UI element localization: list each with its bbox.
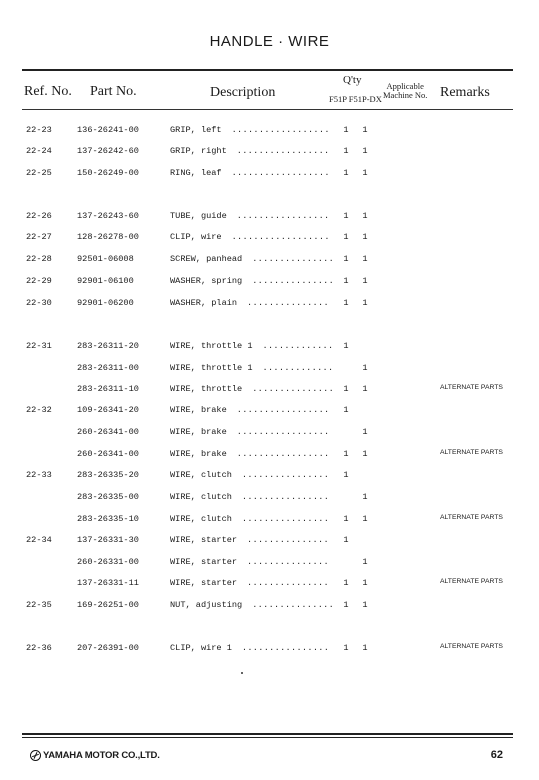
ref-no-cell: 22-35	[26, 600, 52, 610]
part-no-cell: 137-26243-60	[77, 211, 139, 221]
description-cell: SCREW, panhead	[170, 254, 243, 264]
dot-leader: ................	[241, 643, 330, 653]
dot-leader: ...............	[252, 254, 335, 264]
description-cell: WIRE, brake	[170, 427, 227, 437]
part-no-cell: 283-26335-20	[77, 470, 139, 480]
header-applicable-line2: Machine No.	[383, 90, 428, 100]
description-cell: WIRE, starter	[170, 578, 238, 588]
description-cell: WIRE, clutch	[170, 514, 232, 524]
dot-leader: ...............	[247, 535, 329, 545]
ref-no-cell: 22-24	[26, 146, 52, 156]
header-applicable	[383, 82, 427, 100]
dot-leader: ...............	[247, 557, 329, 567]
part-no-cell: 92901-06100	[77, 276, 134, 286]
qty-f51p-cell: 1	[343, 276, 349, 286]
company-logo	[30, 750, 160, 761]
description-cell: WIRE, brake	[170, 449, 227, 459]
footer-rule-thick	[22, 733, 513, 735]
description-cell: WASHER, plain	[170, 298, 238, 308]
qty-f51p-cell: 1	[343, 449, 349, 459]
dot-leader: ..................	[231, 125, 330, 135]
qty-f51p-dx-cell: 1	[362, 146, 368, 156]
ref-no-cell: 22-27	[26, 232, 52, 242]
part-no-cell: 283-26335-10	[77, 514, 139, 524]
qty-f51p-dx-cell: 1	[362, 514, 368, 524]
dot-leader: ...............	[252, 384, 335, 394]
dot-leader: .................	[236, 146, 330, 156]
dot-leader: .................	[236, 211, 330, 221]
header-description: Description	[210, 85, 276, 100]
stray-dot	[241, 672, 243, 674]
dot-leader: ................	[241, 470, 330, 480]
footer-rule-thin	[22, 737, 513, 738]
qty-f51p-dx-cell: 1	[362, 557, 368, 567]
ref-no-cell: 22-33	[26, 470, 52, 480]
qty-f51p-cell: 1	[343, 600, 349, 610]
description-cell: WIRE, throttle 1	[170, 341, 253, 351]
ref-no-cell: 22-23	[26, 125, 52, 135]
description-cell: WIRE, starter	[170, 557, 238, 567]
dot-leader: ................	[241, 492, 330, 502]
qty-f51p-cell: 1	[343, 405, 349, 415]
qty-f51p-cell: 1	[343, 146, 349, 156]
header-applicable-line1: Applicable	[386, 81, 424, 91]
remarks-cell: ALTERNATE PARTS	[440, 514, 503, 521]
header-part-no: Part No.	[90, 84, 137, 99]
ref-no-cell: 22-28	[26, 254, 52, 264]
part-no-cell: 283-26311-00	[77, 363, 139, 373]
dot-leader: .............	[262, 363, 334, 373]
dot-leader: ...............	[247, 578, 329, 588]
ref-no-cell: 22-25	[26, 168, 52, 178]
remarks-cell: ALTERNATE PARTS	[440, 578, 503, 585]
ref-no-cell: 22-32	[26, 405, 52, 415]
description-cell: WIRE, brake	[170, 405, 227, 415]
dot-leader: .............	[262, 341, 334, 351]
qty-f51p-dx-cell: 1	[362, 254, 368, 264]
qty-f51p-cell: 1	[343, 168, 349, 178]
part-no-cell: 137-26242-60	[77, 146, 139, 156]
dot-leader: ..................	[231, 168, 330, 178]
qty-f51p-dx-cell: 1	[362, 492, 368, 502]
description-cell: RING, leaf	[170, 168, 222, 178]
qty-f51p-dx-cell: 1	[362, 600, 368, 610]
part-no-cell: 137-26331-11	[77, 578, 139, 588]
dot-leader: .................	[236, 405, 330, 415]
part-no-cell: 169-26251-00	[77, 600, 139, 610]
qty-f51p-dx-cell: 1	[362, 643, 368, 653]
dot-leader: ...............	[247, 298, 329, 308]
remarks-cell: ALTERNATE PARTS	[440, 384, 503, 391]
dot-leader: .................	[236, 449, 330, 459]
qty-f51p-cell: 1	[343, 341, 349, 351]
dot-leader: ...............	[252, 600, 335, 610]
ref-no-cell: 22-26	[26, 211, 52, 221]
qty-f51p-cell: 1	[343, 211, 349, 221]
description-cell: GRIP, right	[170, 146, 227, 156]
ref-no-cell: 22-30	[26, 298, 52, 308]
part-no-cell: 92501-06008	[77, 254, 134, 264]
description-cell: CLIP, wire	[170, 232, 222, 242]
part-no-cell: 92901-06200	[77, 298, 134, 308]
qty-f51p-dx-cell: 1	[362, 384, 368, 394]
remarks-cell: ALTERNATE PARTS	[440, 449, 503, 456]
ref-no-cell: 22-29	[26, 276, 52, 286]
qty-f51p-dx-cell: 1	[362, 298, 368, 308]
description-cell: WIRE, starter	[170, 535, 238, 545]
description-cell: WIRE, throttle 1	[170, 363, 253, 373]
qty-f51p-dx-cell: 1	[362, 276, 368, 286]
description-cell: WIRE, clutch	[170, 470, 232, 480]
qty-f51p-cell: 1	[343, 384, 349, 394]
part-no-cell: 109-26341-20	[77, 405, 139, 415]
part-no-cell: 136-26241-00	[77, 125, 139, 135]
part-no-cell: 283-26335-00	[77, 492, 139, 502]
qty-f51p-dx-cell: 1	[362, 578, 368, 588]
qty-f51p-cell: 1	[343, 643, 349, 653]
description-cell: NUT, adjusting	[170, 600, 243, 610]
page-number: 62	[490, 749, 503, 761]
part-no-cell: 128-26278-00	[77, 232, 139, 242]
qty-f51p-cell: 1	[343, 125, 349, 135]
qty-f51p-dx-cell: 1	[362, 363, 368, 373]
ref-no-cell: 22-36	[26, 643, 52, 653]
dot-leader: ................	[241, 514, 330, 524]
description-cell: WIRE, throttle	[170, 384, 243, 394]
qty-f51p-cell: 1	[343, 232, 349, 242]
qty-f51p-dx-cell: 1	[362, 449, 368, 459]
qty-f51p-dx-cell: 1	[362, 232, 368, 242]
description-cell: GRIP, left	[170, 125, 222, 135]
qty-f51p-cell: 1	[343, 578, 349, 588]
header-remarks: Remarks	[440, 85, 490, 100]
part-no-cell: 137-26331-30	[77, 535, 139, 545]
qty-f51p-dx-cell: 1	[362, 125, 368, 135]
part-no-cell: 207-26391-00	[77, 643, 139, 653]
part-no-cell: 283-26311-20	[77, 341, 139, 351]
qty-f51p-dx-cell: 1	[362, 211, 368, 221]
header-ref-no: Ref. No.	[24, 84, 72, 99]
part-no-cell: 260-26331-00	[77, 557, 139, 567]
part-no-cell: 260-26341-00	[77, 449, 139, 459]
part-no-cell: 260-26341-00	[77, 427, 139, 437]
header-qty: Q'ty	[343, 74, 362, 86]
qty-f51p-dx-cell: 1	[362, 168, 368, 178]
dot-leader: ..................	[231, 232, 330, 242]
qty-f51p-cell: 1	[343, 254, 349, 264]
description-cell: WASHER, spring	[170, 276, 243, 286]
qty-f51p-cell: 1	[343, 514, 349, 524]
description-cell: TUBE, guide	[170, 211, 227, 221]
part-no-cell: 150-26249-00	[77, 168, 139, 178]
remarks-cell: ALTERNATE PARTS	[440, 643, 503, 650]
page-title: HANDLE · WIRE	[209, 33, 330, 50]
description-cell: WIRE, clutch	[170, 492, 232, 502]
ref-no-cell: 22-31	[26, 341, 52, 351]
part-no-cell: 283-26311-10	[77, 384, 139, 394]
qty-f51p-cell: 1	[343, 535, 349, 545]
header-rule	[22, 109, 513, 110]
qty-f51p-dx-cell: 1	[362, 427, 368, 437]
qty-f51p-cell: 1	[343, 298, 349, 308]
description-cell: CLIP, wire 1	[170, 643, 232, 653]
dot-leader: .................	[236, 427, 330, 437]
dot-leader: ...............	[252, 276, 335, 286]
company-name: YAMAHA MOTOR CO.,LTD.	[43, 750, 160, 761]
header-models: F51P F51P-DX	[329, 94, 382, 104]
qty-f51p-cell: 1	[343, 470, 349, 480]
top-rule	[22, 69, 513, 71]
ref-no-cell: 22-34	[26, 535, 52, 545]
yamaha-emblem-icon	[30, 750, 41, 761]
